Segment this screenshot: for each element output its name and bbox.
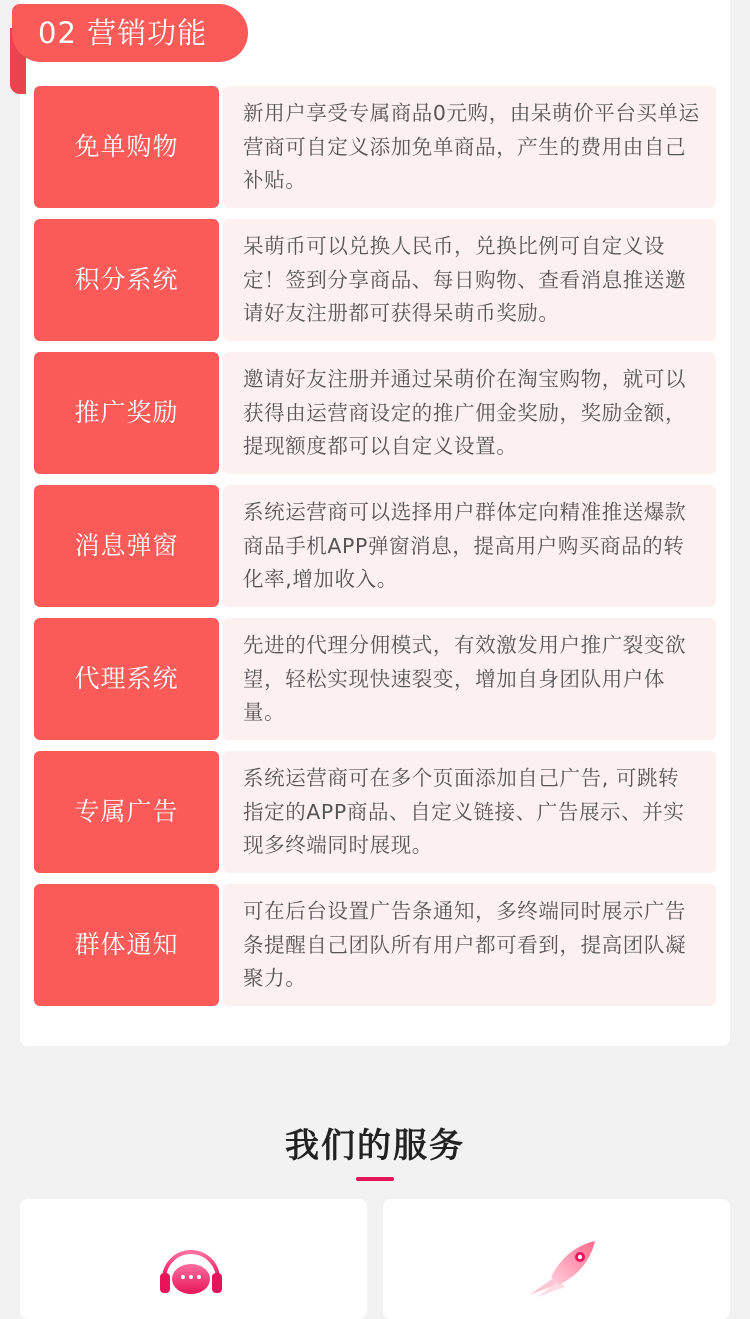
feature-desc: 系统运营商可以选择用户群体定向精准推送爆款商品手机APP弹窗消息，提高用户购买商品的转化率,增加收入。 xyxy=(223,485,716,607)
feature-name: 推广奖励 xyxy=(34,352,219,474)
feature-name: 免单购物 xyxy=(34,86,219,208)
feature-row xyxy=(34,884,716,1006)
services-heading-underline xyxy=(356,1177,394,1181)
feature-desc: 系统运营商可在多个页面添加自己广告, 可跳转指定的APP商品、自定义链接、广告展示、并实现多终端同时展现。 xyxy=(223,751,716,873)
feature-desc: 可在后台设置广告条通知，多终端同时展示广告条提醒自己团队所有用户都可看到，提高团队凝聚力。 xyxy=(223,884,716,1006)
feature-name: 积分系统 xyxy=(34,219,219,341)
feature-row xyxy=(34,219,716,341)
feature-name: 专属广告 xyxy=(34,751,219,873)
rocket-icon xyxy=(525,1237,601,1301)
feature-name: 群体通知 xyxy=(34,884,219,1006)
feature-desc: 新用户享受专属商品0元购，由呆萌价平台买单运营商可自定义添加免单商品，产生的费用由自己补贴。 xyxy=(223,86,716,208)
services-heading: 我们的服务 xyxy=(285,1126,465,1166)
feature-row xyxy=(34,485,716,607)
service-card[interactable] xyxy=(20,1199,367,1319)
feature-name: 代理系统 xyxy=(34,618,219,740)
feature-row xyxy=(34,352,716,474)
feature-row xyxy=(34,86,716,208)
feature-name: 消息弹窗 xyxy=(34,485,219,607)
feature-row xyxy=(34,618,716,740)
feature-desc: 呆萌币可以兑换人民币，兑换比例可自定义设定！签到分享商品、每日购物、查看消息推送邀请好友注册都可获得呆萌币奖励。 xyxy=(223,219,716,341)
feature-desc: 先进的代理分佣模式，有效激发用户推广裂变欲望，轻松实现快速裂变，增加自身团队用户体量。 xyxy=(223,618,716,740)
feature-desc: 邀请好友注册并通过呆萌价在淘宝购物，就可以获得由运营商设定的推广佣金奖励，奖励金额，提现额度都可以自定义设置。 xyxy=(223,352,716,474)
feature-row xyxy=(34,751,716,873)
section-title: 02 营销功能 xyxy=(12,4,248,62)
headset-chat-icon xyxy=(156,1241,226,1305)
service-card[interactable] xyxy=(383,1199,730,1319)
